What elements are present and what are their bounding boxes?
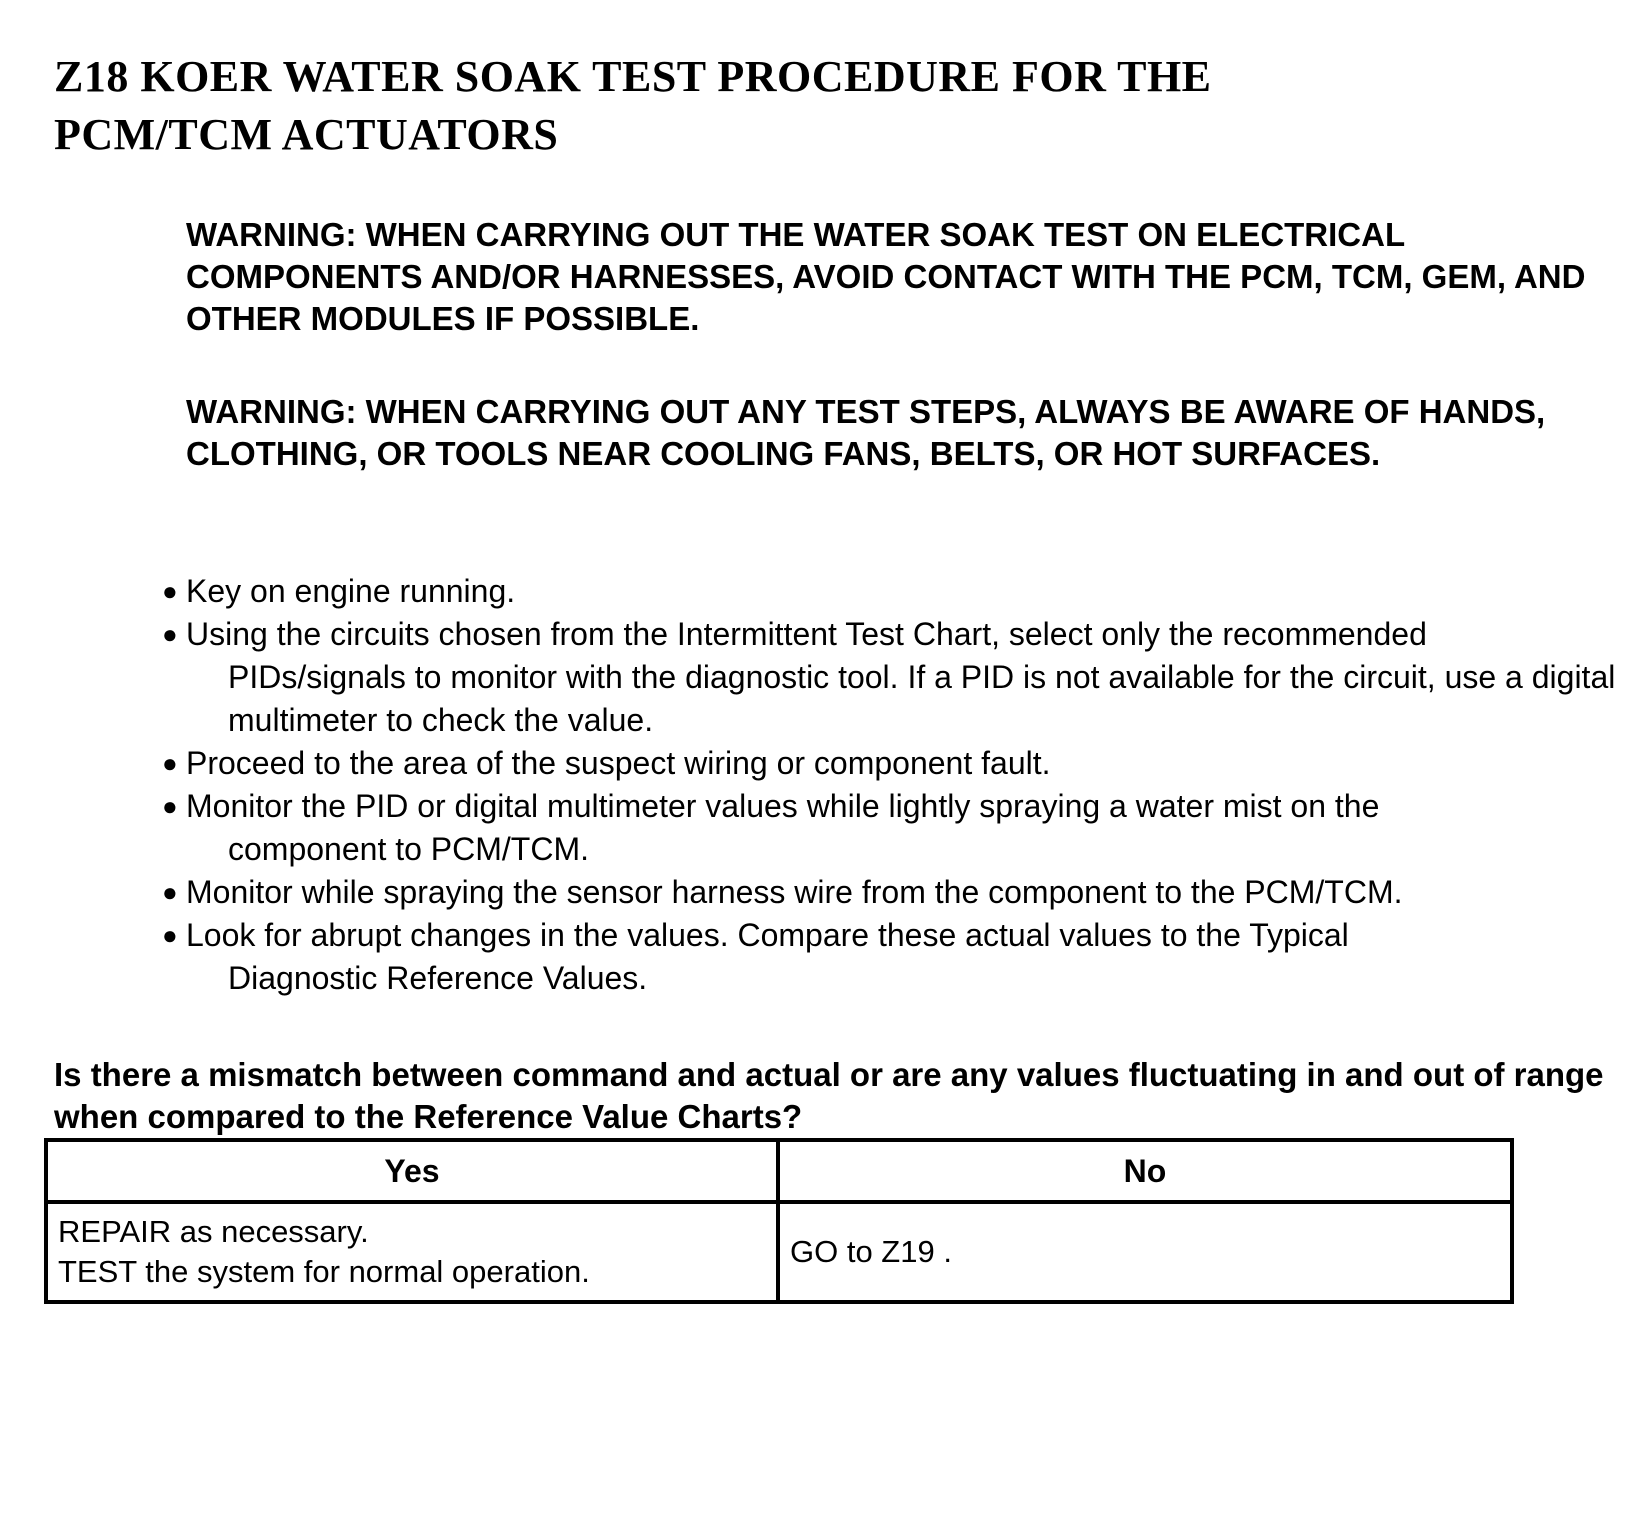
bullet-icon: ●: [162, 920, 178, 950]
step-text-continued: Diagnostic Reference Values.: [228, 960, 648, 996]
step-text-continued: component to PCM/TCM.: [228, 831, 589, 867]
procedure-step: [162, 742, 1622, 785]
yes-action-line: TEST the system for normal operation.: [58, 1254, 590, 1289]
procedure-step: [162, 785, 1622, 871]
step-text: Key on engine running.: [186, 573, 516, 609]
procedure-steps: [162, 570, 1622, 1000]
no-action-cell: GO to Z19 .: [778, 1202, 1512, 1302]
table-row: [46, 1202, 1512, 1302]
step-text: Monitor while spraying the sensor harness wire from the component to the PCM/TCM.: [186, 874, 1403, 910]
title-line-1: Z18 KOER WATER SOAK TEST PROCEDURE FOR THE: [54, 52, 1212, 101]
decision-question: Is there a mismatch between command and actual or are any values fluctuating in and out of range when compared to the Reference Value Charts?: [54, 1056, 1604, 1135]
bullet-icon: ●: [162, 877, 178, 907]
header-no: No: [778, 1140, 1512, 1202]
step-text-continued: PIDs/signals to monitor with the diagnostic tool. If a PID is not available for the circuit, use a digital multimeter to check the value.: [228, 659, 1616, 738]
yes-action-cell: [46, 1202, 778, 1302]
procedure-step: [162, 570, 1622, 613]
step-text: Look for abrupt changes in the values. Compare these actual values to the Typical: [186, 917, 1349, 953]
warning-moving-parts: WARNING: WHEN CARRYING OUT ANY TEST STEPS, ALWAYS BE AWARE OF HANDS, CLOTHING, OR TOOLS NEAR COOLING FANS, BELTS, OR HOT SURFACES.: [186, 393, 1546, 472]
step-text: Monitor the PID or digital multimeter values while lightly spraying a water mist on the: [186, 788, 1380, 824]
title-line-2: PCM/TCM ACTUATORS: [54, 110, 559, 159]
header-yes: Yes: [46, 1140, 778, 1202]
page-title: [54, 48, 1554, 164]
step-text: Using the circuits chosen from the Intermittent Test Chart, select only the recommended: [186, 616, 1427, 652]
procedure-step: [162, 871, 1622, 914]
warning-electrical: WARNING: WHEN CARRYING OUT THE WATER SOAK TEST ON ELECTRICAL COMPONENTS AND/OR HARNESSES, AVOID CONTACT WITH THE PCM, TCM, GEM, AND OTHER MODULES IF POSSIBLE.: [186, 216, 1586, 337]
decision-table: [44, 1138, 1514, 1304]
bullet-icon: ●: [162, 619, 178, 649]
step-text: Proceed to the area of the suspect wiring or component fault.: [186, 745, 1051, 781]
bullet-icon: ●: [162, 748, 178, 778]
table-header-row: [46, 1140, 1512, 1202]
bullet-icon: ●: [162, 791, 178, 821]
procedure-step: [162, 613, 1622, 742]
procedure-step: [162, 914, 1622, 1000]
yes-action-line: REPAIR as necessary.: [58, 1214, 369, 1249]
bullet-icon: ●: [162, 576, 178, 606]
